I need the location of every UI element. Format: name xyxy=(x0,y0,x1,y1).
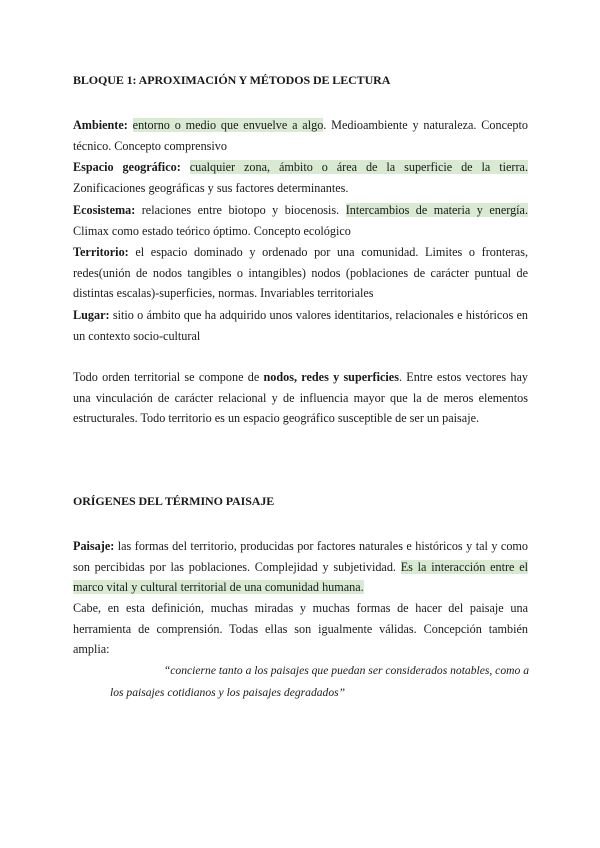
text-territorio: el espacio dominado y ordenado por una comunidad. Limites o fronteras, redes(unión de nodos tangibles o intangibles) nodos (poblaciones de carácter puntual de distintas escalas)-superficies, normas. Invariables territoriales xyxy=(73,245,528,300)
term-lugar: Lugar: xyxy=(73,308,110,322)
highlight-paisaje: Es la interacción entre el marco vital y cultural territorial de una comunidad humana. xyxy=(73,559,529,594)
text-ecosistema: Climax como estado teórico óptimo. Concepto ecológico xyxy=(73,223,351,238)
term-paisaje: Paisaje: xyxy=(73,539,115,553)
term-espacio-geografico: Espacio geográfico: xyxy=(73,160,181,174)
text-orden-rest: . Entre estos vectores hay una vinculación de carácter relacional y de influencia mayor que la de meros elementos estructurales. Todo territorio es un espacio geográfico susceptible de ser un paisaje. xyxy=(73,370,528,425)
bold-nodos-redes: nodos, redes y superficies xyxy=(263,370,399,384)
term-territorio: Territorio: xyxy=(73,245,129,259)
definition-ecosistema xyxy=(73,200,528,241)
paragraph-cabe: Cabe, en esta definición, muchas miradas y muchas formas de hacer del paisaje una herramienta de comprensión. Todas ellas son igualmente válidas. Concepción también amplia: xyxy=(73,601,528,656)
text-lugar: sitio o ámbito que ha adquirido unos valores identitarios, relacionales e históricos en un contexto socio-cultural xyxy=(73,308,528,343)
term-ecosistema: Ecosistema: xyxy=(73,203,136,217)
definition-paisaje xyxy=(73,536,528,598)
definition-espacio-geografico xyxy=(73,157,528,198)
highlight-espacio-geografico: cualquier zona, ámbito o área de la superficie de la tierra. xyxy=(189,160,528,174)
section-heading-bloque1: BLOQUE 1: APROXIMACIÓN Y MÉTODOS DE LECTURA xyxy=(73,73,391,87)
text-orden-pre: Todo orden territorial se compone de xyxy=(73,370,264,384)
text-paisaje: las formas del territorio, producidas por factores naturales e históricos y tal y como son percibidas por las poblaciones. Complejidad y subjetividad. xyxy=(73,539,528,574)
highlight-ecosistema: Intercambios de materia y energía. xyxy=(345,203,529,217)
text-ecosistema-pre: relaciones entre biotopo y biocenosis. xyxy=(135,203,346,217)
text-ambiente: . Medioambiente y naturaleza. Concepto técnico. Concepto comprensivo xyxy=(73,118,528,153)
definition-ambiente xyxy=(73,115,528,156)
term-ambiente: Ambiente: xyxy=(73,118,128,132)
quote-line-2: los paisajes cotidianos y los paisajes degradados” xyxy=(110,686,346,699)
paragraph-orden-territorial xyxy=(73,367,528,429)
definition-territorio xyxy=(73,242,528,304)
text-espacio-geografico: Zonificaciones geográficas y sus factores determinantes. xyxy=(73,180,349,195)
definition-lugar xyxy=(73,305,528,346)
highlight-ambiente: entorno o medio que envuelve a algo xyxy=(132,118,324,132)
quote-line-1: “concierne tanto a los paisajes que puedan ser considerados notables, como a xyxy=(163,664,529,677)
section-heading-origenes: ORÍGENES DEL TÉRMINO PAISAJE xyxy=(73,494,275,508)
